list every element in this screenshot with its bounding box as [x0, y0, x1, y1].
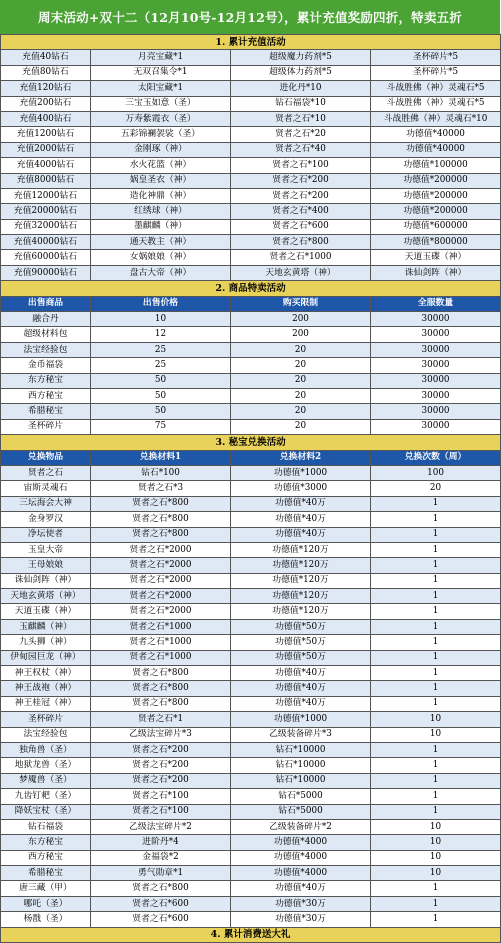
table-cell: 贤者之石*2000 — [91, 542, 231, 557]
recharge-row — [1, 96, 501, 111]
table-cell: 贤者之石*200 — [231, 188, 371, 203]
table-cell: 万寿紫霞衣（圣） — [91, 111, 231, 126]
exchange-row — [1, 573, 501, 588]
table-cell: 无双召集令*1 — [91, 65, 231, 80]
table-cell: 贤者之石*800 — [91, 496, 231, 511]
table-cell: 乙级装备碎片*2 — [231, 819, 371, 834]
exchange-row — [1, 589, 501, 604]
table-cell: 1 — [371, 881, 501, 896]
table-cell: 王母娘娘 — [1, 558, 91, 573]
table-cell: 功德值*4000 — [231, 850, 371, 865]
table-cell: 充值80钻石 — [1, 65, 91, 80]
table-cell: 金币福袋 — [1, 358, 91, 373]
table-cell: 功德值*50万 — [231, 650, 371, 665]
exchange-row — [1, 742, 501, 757]
table-cell: 充值200钻石 — [1, 96, 91, 111]
table-cell: 伊甸园巨龙（神） — [1, 650, 91, 665]
table-cell: 1 — [371, 696, 501, 711]
table-cell: 充值60000钻石 — [1, 250, 91, 265]
table-cell: 乙级法宝碎片*2 — [91, 819, 231, 834]
table-cell: 贤者之石*800 — [231, 235, 371, 250]
exchange-row — [1, 619, 501, 634]
table-cell: 1 — [371, 558, 501, 573]
table-cell: 贤者之石*40 — [231, 142, 371, 157]
table-cell: 1 — [371, 789, 501, 804]
table-cell: 贤者之石*800 — [91, 681, 231, 696]
table-cell: 贤者之石*200 — [91, 742, 231, 757]
recharge-row — [1, 219, 501, 234]
table-cell: 娲皇圣衣（神） — [91, 173, 231, 188]
exchange-row — [1, 666, 501, 681]
table-cell: 贤者之石*2000 — [91, 604, 231, 619]
table-cell: 进阶丹*4 — [91, 835, 231, 850]
table-cell: 30000 — [371, 373, 501, 388]
table-cell: 1 — [371, 804, 501, 819]
table-cell: 1 — [371, 635, 501, 650]
table-cell: 超级魔力药剂*5 — [231, 50, 371, 65]
table-cell: 贤者之石*800 — [91, 666, 231, 681]
table-cell: 降妖宝杖（圣） — [1, 804, 91, 819]
table-cell: 1 — [371, 604, 501, 619]
table-cell: 50 — [91, 373, 231, 388]
exchange-row — [1, 635, 501, 650]
recharge-row — [1, 250, 501, 265]
section-title: 4. 累计消费送大礼 — [1, 927, 501, 942]
section-header-recharge — [1, 35, 501, 50]
table-cell: 天道玉碟（神） — [1, 604, 91, 619]
table-cell: 贤者之石*2000 — [91, 558, 231, 573]
table-cell: 功德值*40万 — [231, 681, 371, 696]
section-title: 2. 商品特卖活动 — [1, 281, 501, 296]
column-header: 出售商品 — [1, 296, 91, 311]
table-cell: 钻石*5000 — [231, 789, 371, 804]
exchange-row — [1, 835, 501, 850]
table-cell: 功德值*40万 — [231, 666, 371, 681]
table-cell: 地狱龙兽（圣） — [1, 758, 91, 773]
table-cell: 功德值*800000 — [371, 235, 501, 250]
table-cell: 贤者之石*100 — [231, 158, 371, 173]
table-cell: 功德值*40000 — [371, 142, 501, 157]
table-cell: 贤者之石*1 — [91, 712, 231, 727]
recharge-row — [1, 188, 501, 203]
recharge-row — [1, 111, 501, 126]
section-header-sale — [1, 281, 501, 296]
section-header-spend — [1, 927, 501, 942]
table-cell: 贤者之石*10 — [231, 111, 371, 126]
table-cell: 1 — [371, 681, 501, 696]
recharge-row — [1, 142, 501, 157]
table-cell: 贤者之石*3 — [91, 481, 231, 496]
table-cell: 10 — [371, 850, 501, 865]
table-cell: 希腊秘宝 — [1, 404, 91, 419]
section-title: 1. 累计充值活动 — [1, 35, 501, 50]
table-cell: 斗战胜佛（神）灵魂石*10 — [371, 111, 501, 126]
table-cell: 功德值*100000 — [371, 158, 501, 173]
column-header: 兑换材料1 — [91, 450, 231, 465]
table-cell: 功德值*120万 — [231, 573, 371, 588]
table-cell: 功德值*1000 — [231, 712, 371, 727]
exchange-row — [1, 881, 501, 896]
table-cell: 1 — [371, 758, 501, 773]
exchange-row — [1, 527, 501, 542]
table-cell: 功德值*120万 — [231, 558, 371, 573]
table-cell: 贤者之石*600 — [231, 219, 371, 234]
table-cell: 圣杯碎片*5 — [371, 50, 501, 65]
table-cell: 贤者之石*200 — [91, 758, 231, 773]
table-cell: 钻石福袋 — [1, 819, 91, 834]
table-cell: 1 — [371, 496, 501, 511]
table-cell: 勇气勋章*1 — [91, 866, 231, 881]
table-cell: 功德值*50万 — [231, 635, 371, 650]
column-header: 购买限制 — [231, 296, 371, 311]
sale-row — [1, 327, 501, 342]
table-cell: 希腊秘宝 — [1, 866, 91, 881]
table-cell: 贤者之石*200 — [231, 173, 371, 188]
sale-header-row — [1, 296, 501, 311]
section-header-exchange — [1, 435, 501, 450]
table-cell: 贤者之石*2000 — [91, 589, 231, 604]
table-cell: 1 — [371, 589, 501, 604]
table-cell: 贤者之石*600 — [91, 912, 231, 927]
table-cell: 20 — [231, 342, 371, 357]
table-cell: 西方秘宝 — [1, 850, 91, 865]
table-cell: 三坛海会大神 — [1, 496, 91, 511]
sale-row — [1, 373, 501, 388]
table-cell: 20 — [231, 404, 371, 419]
table-cell: 充值40钻石 — [1, 50, 91, 65]
table-cell: 圣杯碎片 — [1, 712, 91, 727]
table-cell: 神王桂冠（神） — [1, 696, 91, 711]
table-cell: 1 — [371, 912, 501, 927]
table-cell: 诛仙剑阵（神） — [371, 265, 501, 280]
table-cell: 进化丹*10 — [231, 81, 371, 96]
table-cell: 九头狮（神） — [1, 635, 91, 650]
table-cell: 200 — [231, 312, 371, 327]
table-cell: 贤者之石*100 — [91, 789, 231, 804]
table-cell: 30000 — [371, 358, 501, 373]
table-cell: 30000 — [371, 312, 501, 327]
table-cell: 30000 — [371, 342, 501, 357]
table-cell: 功德值*40万 — [231, 512, 371, 527]
recharge-row — [1, 173, 501, 188]
table-cell: 钻石*5000 — [231, 804, 371, 819]
table-cell: 功德值*200000 — [371, 204, 501, 219]
sale-row — [1, 342, 501, 357]
table-cell: 1 — [371, 650, 501, 665]
sale-row — [1, 312, 501, 327]
exchange-row — [1, 912, 501, 927]
table-cell: 75 — [91, 419, 231, 434]
recharge-row — [1, 204, 501, 219]
sale-row — [1, 358, 501, 373]
exchange-row — [1, 465, 501, 480]
table-cell: 圣杯碎片*5 — [371, 65, 501, 80]
table-cell: 贤者之石*1000 — [91, 635, 231, 650]
table-cell: 钻石*10000 — [231, 742, 371, 757]
table-cell: 20 — [231, 388, 371, 403]
table-cell: 功德值*200000 — [371, 188, 501, 203]
exchange-row — [1, 481, 501, 496]
column-header: 全服数量 — [371, 296, 501, 311]
table-cell: 贤者之石 — [1, 465, 91, 480]
table-cell: 法宝经验包 — [1, 727, 91, 742]
table-cell: 女娲娘娘（神） — [91, 250, 231, 265]
table-cell: 功德值*50万 — [231, 619, 371, 634]
exchange-row — [1, 819, 501, 834]
table-cell: 贤者之石*1000 — [91, 650, 231, 665]
table-cell: 1 — [371, 542, 501, 557]
table-cell: 10 — [371, 819, 501, 834]
table-cell: 充值2000钻石 — [1, 142, 91, 157]
table-cell: 50 — [91, 404, 231, 419]
column-header: 兑换次数（周） — [371, 450, 501, 465]
table-cell: 20 — [231, 419, 371, 434]
table-cell: 功德值*3000 — [231, 481, 371, 496]
table-cell: 功德值*600000 — [371, 219, 501, 234]
table-cell: 斗战胜佛（神）灵魂石*5 — [371, 96, 501, 111]
table-cell: 金身罗汉 — [1, 512, 91, 527]
table-cell: 贤者之石*800 — [91, 696, 231, 711]
exchange-row — [1, 696, 501, 711]
table-cell: 功德值*120万 — [231, 604, 371, 619]
table-cell: 功德值*40万 — [231, 881, 371, 896]
table-cell: 贤者之石*600 — [91, 896, 231, 911]
table-cell: 1 — [371, 573, 501, 588]
table-cell: 功德值*40万 — [231, 496, 371, 511]
table-cell: 充值120钻石 — [1, 81, 91, 96]
table-cell: 功德值*200000 — [371, 173, 501, 188]
table-cell: 东方秘宝 — [1, 373, 91, 388]
promo-table — [0, 34, 501, 943]
exchange-table — [1, 465, 501, 927]
table-cell: 乙级装备碎片*3 — [231, 727, 371, 742]
table-cell: 50 — [91, 388, 231, 403]
table-cell: 1 — [371, 896, 501, 911]
recharge-row — [1, 81, 501, 96]
table-cell: 红绣球（神） — [91, 204, 231, 219]
table-cell: 法宝经验包 — [1, 342, 91, 357]
table-cell: 独角兽（圣） — [1, 742, 91, 757]
table-cell: 贤者之石*800 — [91, 512, 231, 527]
sale-row — [1, 404, 501, 419]
table-cell: 五彩锦襕袈裟（圣） — [91, 127, 231, 142]
recharge-row — [1, 127, 501, 142]
exchange-row — [1, 896, 501, 911]
table-cell: 充值40000钻石 — [1, 235, 91, 250]
table-cell: 30000 — [371, 404, 501, 419]
table-cell: 10 — [371, 727, 501, 742]
table-cell: 哪吒（圣） — [1, 896, 91, 911]
table-cell: 神王战袍（神） — [1, 681, 91, 696]
table-cell: 1 — [371, 666, 501, 681]
table-cell: 充值4000钻石 — [1, 158, 91, 173]
table-cell: 玉皇大帝 — [1, 542, 91, 557]
sale-table — [1, 312, 501, 435]
column-header: 兑换材料2 — [231, 450, 371, 465]
table-cell: 造化神鼎（神） — [91, 188, 231, 203]
exchange-row — [1, 604, 501, 619]
table-cell: 东方秘宝 — [1, 835, 91, 850]
table-cell: 10 — [91, 312, 231, 327]
table-cell: 玉麒麟（神） — [1, 619, 91, 634]
table-cell: 超级体力药剂*5 — [231, 65, 371, 80]
exchange-row — [1, 758, 501, 773]
table-cell: 20 — [371, 481, 501, 496]
table-cell: 贤者之石*1000 — [91, 619, 231, 634]
page-title: 周末活动+双十二（12月10号-12月12号），累计充值奖励四折，特卖五折 — [0, 0, 500, 34]
table-cell: 天地玄黄塔（神） — [1, 589, 91, 604]
table-cell: 贤者之石*2000 — [91, 573, 231, 588]
table-cell: 钻石*100 — [91, 465, 231, 480]
table-cell: 功德值*4000 — [231, 835, 371, 850]
table-cell: 净坛使者 — [1, 527, 91, 542]
table-cell: 10 — [371, 835, 501, 850]
recharge-row — [1, 50, 501, 65]
exchange-row — [1, 804, 501, 819]
table-cell: 贤者之石*400 — [231, 204, 371, 219]
table-cell: 功德值*1000 — [231, 465, 371, 480]
table-cell: 1 — [371, 742, 501, 757]
exchange-header-row — [1, 450, 501, 465]
table-cell: 1 — [371, 773, 501, 788]
exchange-row — [1, 496, 501, 511]
exchange-row — [1, 773, 501, 788]
table-cell: 太阳宝藏*1 — [91, 81, 231, 96]
table-cell: 超级材料包 — [1, 327, 91, 342]
table-cell: 天道玉碟（神） — [371, 250, 501, 265]
table-cell: 贤者之石*200 — [91, 773, 231, 788]
exchange-row — [1, 789, 501, 804]
table-cell: 贤者之石*800 — [91, 527, 231, 542]
recharge-row — [1, 65, 501, 80]
table-cell: 钻石福袋*10 — [231, 96, 371, 111]
table-cell: 金福袋*2 — [91, 850, 231, 865]
sale-row — [1, 419, 501, 434]
table-cell: 充值1200钻石 — [1, 127, 91, 142]
table-cell: 功德值*30万 — [231, 912, 371, 927]
table-cell: 通天教主（神） — [91, 235, 231, 250]
table-cell: 30000 — [371, 327, 501, 342]
table-cell: 天地玄黄塔（神） — [231, 265, 371, 280]
table-cell: 功德值*120万 — [231, 589, 371, 604]
table-cell: 贤者之石*800 — [91, 881, 231, 896]
recharge-row — [1, 235, 501, 250]
table-cell: 水火花篮（神） — [91, 158, 231, 173]
column-header: 出售价格 — [91, 296, 231, 311]
table-cell: 神王权杖（神） — [1, 666, 91, 681]
recharge-row — [1, 265, 501, 280]
table-cell: 200 — [231, 327, 371, 342]
table-cell: 1 — [371, 527, 501, 542]
table-cell: 充值90000钻石 — [1, 265, 91, 280]
table-cell: 功德值*40万 — [231, 696, 371, 711]
table-cell: 斗战胜佛（神）灵魂石*5 — [371, 81, 501, 96]
table-cell: 20 — [231, 373, 371, 388]
table-cell: 功德值*4000 — [231, 866, 371, 881]
table-cell: 贤者之石*20 — [231, 127, 371, 142]
table-cell: 充值20000钻石 — [1, 204, 91, 219]
table-cell: 西方秘宝 — [1, 388, 91, 403]
table-cell: 贤者之石*1000 — [231, 250, 371, 265]
table-cell: 乙级法宝碎片*3 — [91, 727, 231, 742]
exchange-row — [1, 542, 501, 557]
table-cell: 盘古大帝（神） — [91, 265, 231, 280]
table-cell: 充值12000钻石 — [1, 188, 91, 203]
table-cell: 杨戬（圣） — [1, 912, 91, 927]
sale-row — [1, 388, 501, 403]
exchange-row — [1, 850, 501, 865]
table-cell: 功德值*40000 — [371, 127, 501, 142]
table-cell: 圣杯碎片 — [1, 419, 91, 434]
table-cell: 30000 — [371, 419, 501, 434]
exchange-row — [1, 650, 501, 665]
recharge-row — [1, 158, 501, 173]
table-cell: 唐三藏（甲） — [1, 881, 91, 896]
table-cell: 钻石*10000 — [231, 758, 371, 773]
table-cell: 金刚琢（神） — [91, 142, 231, 157]
table-cell: 钻石*10000 — [231, 773, 371, 788]
table-cell: 九齿钉耙（圣） — [1, 789, 91, 804]
table-cell: 25 — [91, 342, 231, 357]
table-cell: 1 — [371, 512, 501, 527]
table-cell: 充值32000钻石 — [1, 219, 91, 234]
table-cell: 30000 — [371, 388, 501, 403]
table-cell: 诛仙剑阵（神） — [1, 573, 91, 588]
table-cell: 融合丹 — [1, 312, 91, 327]
table-cell: 1 — [371, 619, 501, 634]
table-cell: 墨麒麟（神） — [91, 219, 231, 234]
exchange-row — [1, 512, 501, 527]
exchange-row — [1, 681, 501, 696]
column-header: 兑换物品 — [1, 450, 91, 465]
table-cell: 梦魇兽（圣） — [1, 773, 91, 788]
table-cell: 贤者之石*100 — [91, 804, 231, 819]
table-cell: 充值8000钻石 — [1, 173, 91, 188]
section-title: 3. 秘宝兑换活动 — [1, 435, 501, 450]
table-cell: 10 — [371, 712, 501, 727]
table-cell: 月亮宝藏*1 — [91, 50, 231, 65]
table-cell: 20 — [231, 358, 371, 373]
table-cell: 功德值*120万 — [231, 542, 371, 557]
exchange-row — [1, 558, 501, 573]
table-cell: 三宝玉如意（圣） — [91, 96, 231, 111]
recharge-table — [1, 50, 501, 281]
table-cell: 10 — [371, 866, 501, 881]
table-cell: 功德值*40万 — [231, 527, 371, 542]
table-cell: 充值400钻石 — [1, 111, 91, 126]
table-cell: 宙斯灵魂石 — [1, 481, 91, 496]
exchange-row — [1, 727, 501, 742]
table-cell: 功德值*30万 — [231, 896, 371, 911]
table-cell: 12 — [91, 327, 231, 342]
exchange-row — [1, 866, 501, 881]
exchange-row — [1, 712, 501, 727]
table-cell: 100 — [371, 465, 501, 480]
table-cell: 25 — [91, 358, 231, 373]
